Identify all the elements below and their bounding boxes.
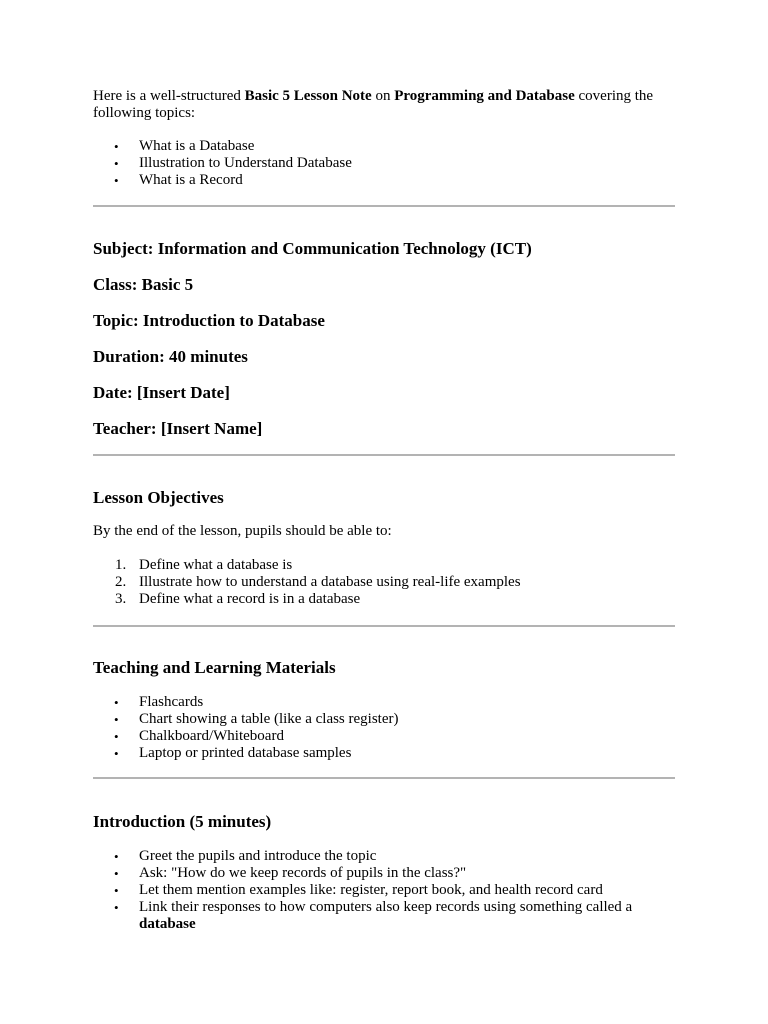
list-item <box>93 694 675 711</box>
intro-bold-lesson-note: Basic 5 Lesson Note <box>244 88 372 104</box>
materials-heading: Teaching and Learning Materials <box>93 658 336 677</box>
introduction-list <box>93 848 675 933</box>
list-number: 2. <box>115 574 127 590</box>
subject-line: Subject: Information and Communication Technology (ICT) <box>93 239 532 258</box>
list-item <box>93 728 675 745</box>
list-item <box>93 865 675 882</box>
introduction-item-text: Greet the pupils and introduce the topic <box>139 848 377 864</box>
list-item <box>93 155 675 172</box>
topic-item-text: Illustration to Understand Database <box>139 155 352 171</box>
list-number: 1. <box>115 557 127 573</box>
list-item <box>93 172 675 189</box>
objectives-lead: By the end of the lesson, pupils should be able to: <box>93 523 392 539</box>
introduction-item-text: Ask: "How do we keep records of pupils in the class?" <box>139 865 467 881</box>
divider <box>93 625 675 627</box>
material-item-text: Laptop or printed database samples <box>139 745 352 761</box>
list-item <box>93 882 675 899</box>
divider <box>93 777 675 779</box>
list-item <box>93 574 675 591</box>
introduction-heading: Introduction (5 minutes) <box>93 812 272 831</box>
objective-text: Define what a record is in a database <box>139 591 361 607</box>
list-item <box>93 848 675 865</box>
topic-line: Topic: Introduction to Database <box>93 311 325 330</box>
class-line: Class: Basic 5 <box>93 275 194 294</box>
list-item <box>93 899 675 933</box>
topic-item-text: What is a Database <box>139 138 255 154</box>
list-item <box>93 745 675 762</box>
intro-text-1: Here is a well-structured <box>93 88 245 104</box>
teacher-line: Teacher: [Insert Name] <box>93 419 263 438</box>
materials-list <box>93 694 675 762</box>
list-item <box>93 711 675 728</box>
objectives-heading: Lesson Objectives <box>93 488 224 507</box>
divider <box>93 205 675 207</box>
objective-text: Illustrate how to understand a database using real-life examples <box>139 574 521 590</box>
intro-text-3: covering the following topics: <box>93 88 654 121</box>
duration-line: Duration: 40 minutes <box>93 347 248 366</box>
intro-paragraph <box>93 88 683 122</box>
list-item <box>93 557 675 574</box>
topics-list <box>93 138 675 189</box>
material-item-text: Chart showing a table (like a class register) <box>139 711 399 727</box>
date-line: Date: [Insert Date] <box>93 383 230 402</box>
objectives-list <box>93 557 675 608</box>
material-item-text: Chalkboard/Whiteboard <box>139 728 284 744</box>
material-item-text: Flashcards <box>139 694 204 710</box>
list-number: 3. <box>115 591 127 607</box>
divider <box>93 454 675 456</box>
intro-bold-topic: Programming and Database <box>394 88 575 104</box>
list-item <box>93 138 675 155</box>
introduction-item-text: Let them mention examples like: register, report book, and health record card <box>139 882 603 898</box>
objective-text: Define what a database is <box>139 557 293 573</box>
topic-item-text: What is a Record <box>139 172 243 188</box>
introduction-bold-database: database <box>139 916 196 932</box>
intro-text-2: on <box>371 88 395 104</box>
list-item <box>93 591 675 608</box>
introduction-item-text: Link their responses to how computers also keep records using something called a <box>139 899 633 915</box>
